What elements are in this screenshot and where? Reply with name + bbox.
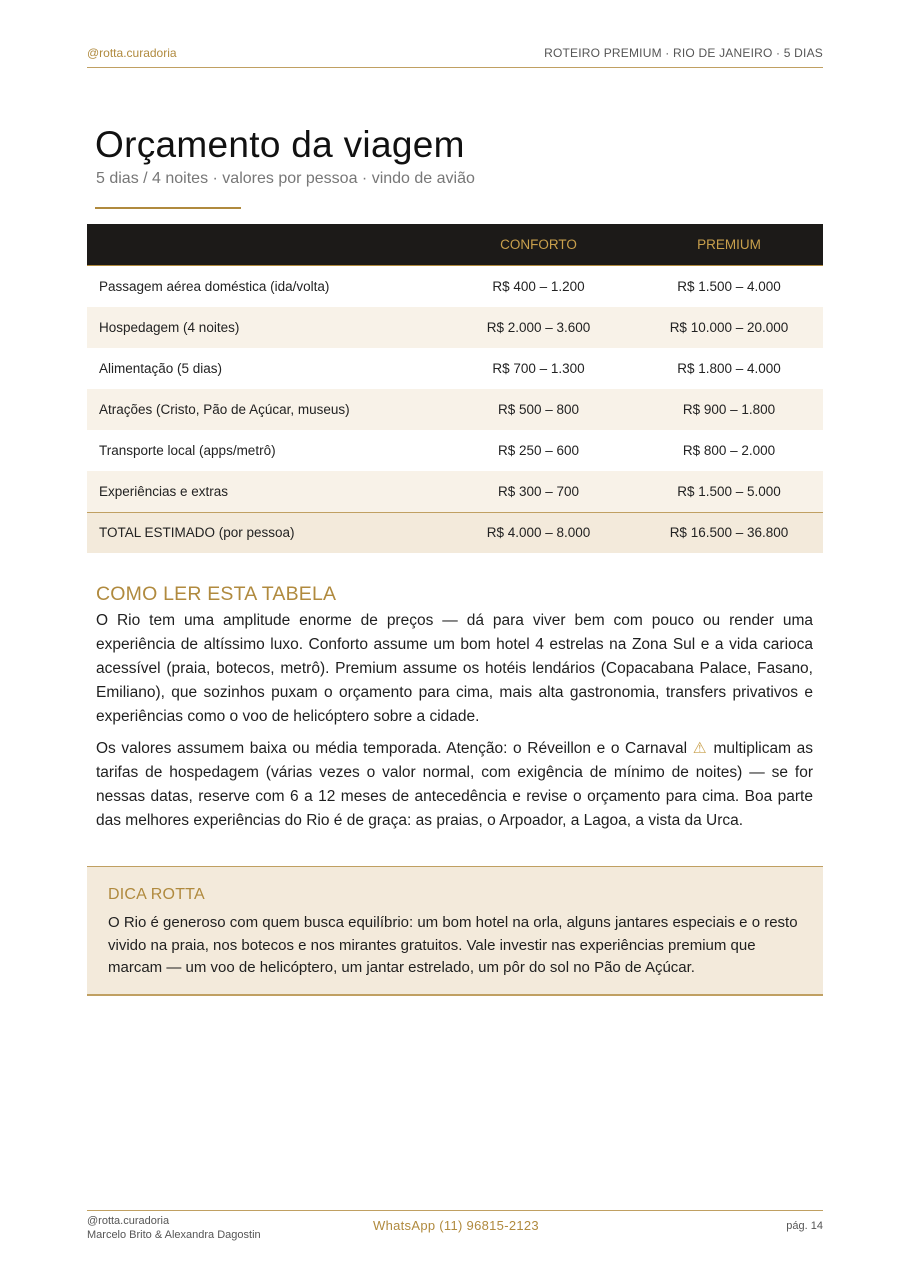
row-label: Transporte local (apps/metrô) bbox=[99, 442, 276, 458]
table-row bbox=[87, 430, 823, 471]
row-label: Hospedagem (4 noites) bbox=[87, 307, 442, 348]
section-title: COMO LER ESTA TABELA bbox=[96, 583, 337, 605]
warning-icon: ⚠ bbox=[692, 740, 708, 757]
table-row bbox=[87, 471, 823, 513]
paragraph-2-text-end: multiplicam as tarifas de hospedagem (várias vezes o valor normal, com exigência de mínimo de noites) — se for nessas datas, reserve com 6 a 12 meses de antecedência e revise o orçamento para cima. Boa parte das melhores experiências do Rio é de graça: as praias, o Arpoador, a Lagoa, a vista da Urca. bbox=[96, 740, 813, 829]
total-conforto-value: R$ 4.000 – 8.000 bbox=[442, 512, 635, 553]
premium-value: R$ 1.800 – 4.000 bbox=[677, 360, 781, 376]
conforto-value: R$ 400 – 1.200 bbox=[492, 278, 585, 294]
section-paragraph-1: O Rio tem uma amplitude enorme de preços — dá para viver bem com pouco ou render uma experiência de altíssimo luxo. Conforto assume um bom hotel 4 estrelas na Zona Sul e a vida carioca acessível (praia, botecos, metrô). Premium assume os hotéis lendários (Copacabana Palace, Fasano, Emiliano), que sozinhos puxam o orçamento para cima, mais alta gastronomia, transfers privativos e experiências como o voo de helicóptero sobre a cidade. bbox=[96, 612, 813, 725]
tip-box bbox=[87, 866, 823, 996]
conforto-value: R$ 2.000 – 3.600 bbox=[442, 307, 635, 348]
table-row bbox=[87, 348, 823, 389]
conforto-value: R$ 700 – 1.300 bbox=[492, 360, 585, 376]
table-row bbox=[87, 265, 823, 307]
section-paragraph-2 bbox=[96, 737, 813, 833]
page-header bbox=[87, 46, 823, 68]
premium-value: R$ 10.000 – 20.000 bbox=[635, 307, 823, 348]
conforto-value: R$ 500 – 800 bbox=[442, 389, 635, 430]
column-header-premium: PREMIUM bbox=[635, 224, 823, 265]
footer-authors: Marcelo Brito & Alexandra Dagostin bbox=[87, 1229, 261, 1241]
page-number: pág. 14 bbox=[786, 1220, 823, 1232]
row-label: Passagem aérea doméstica (ida/volta) bbox=[99, 278, 330, 294]
title-divider bbox=[95, 207, 241, 209]
table-row bbox=[87, 307, 823, 348]
brand-handle: @rotta.curadoria bbox=[87, 46, 177, 60]
premium-value: R$ 1.500 – 4.000 bbox=[677, 278, 781, 294]
footer-credits bbox=[87, 1214, 261, 1242]
page-footer bbox=[87, 1210, 823, 1251]
paragraph-2-text-start: Os valores assumem baixa ou média temporada. Atenção: o Réveillon e o Carnaval bbox=[96, 740, 693, 757]
document-label: ROTEIRO PREMIUM · RIO DE JANEIRO · 5 DIAS bbox=[544, 46, 823, 60]
table-header-row bbox=[87, 224, 823, 265]
conforto-value: R$ 300 – 700 bbox=[442, 471, 635, 513]
page-subtitle: 5 dias / 4 noites · valores por pessoa · vindo de avião bbox=[96, 170, 475, 187]
total-premium-value: R$ 16.500 – 36.800 bbox=[635, 512, 823, 553]
page-title: Orçamento da viagem bbox=[95, 124, 465, 165]
column-header-item bbox=[87, 224, 442, 265]
footer-whatsapp-contact: WhatsApp (11) 96815-2123 bbox=[373, 1218, 539, 1233]
column-header-conforto: CONFORTO bbox=[442, 224, 635, 265]
conforto-value: R$ 250 – 600 bbox=[497, 442, 580, 458]
total-row bbox=[87, 512, 823, 553]
row-label: Experiências e extras bbox=[87, 471, 442, 513]
row-label: Atrações (Cristo, Pão de Açúcar, museus) bbox=[87, 389, 442, 430]
premium-value: R$ 1.500 – 5.000 bbox=[635, 471, 823, 513]
premium-value: R$ 800 – 2.000 bbox=[682, 442, 776, 458]
total-label: TOTAL ESTIMADO (por pessoa) bbox=[87, 512, 442, 553]
premium-value: R$ 900 – 1.800 bbox=[635, 389, 823, 430]
tip-title: DICA ROTTA bbox=[108, 886, 205, 903]
table-row bbox=[87, 389, 823, 430]
budget-table bbox=[87, 224, 823, 553]
row-label: Alimentação (5 dias) bbox=[99, 360, 223, 376]
tip-text: O Rio é generoso com quem busca equilíbrio: um bom hotel na orla, alguns jantares especiais e o resto vivido na praia, nos botecos e nos mirantes gratuitos. Vale investir nas experiências premium que marcam — um voo de helicóptero, um jantar estrelado, um pôr do sol no Pão de Açúcar. bbox=[108, 914, 798, 976]
footer-handle: @rotta.curadoria bbox=[87, 1215, 170, 1227]
